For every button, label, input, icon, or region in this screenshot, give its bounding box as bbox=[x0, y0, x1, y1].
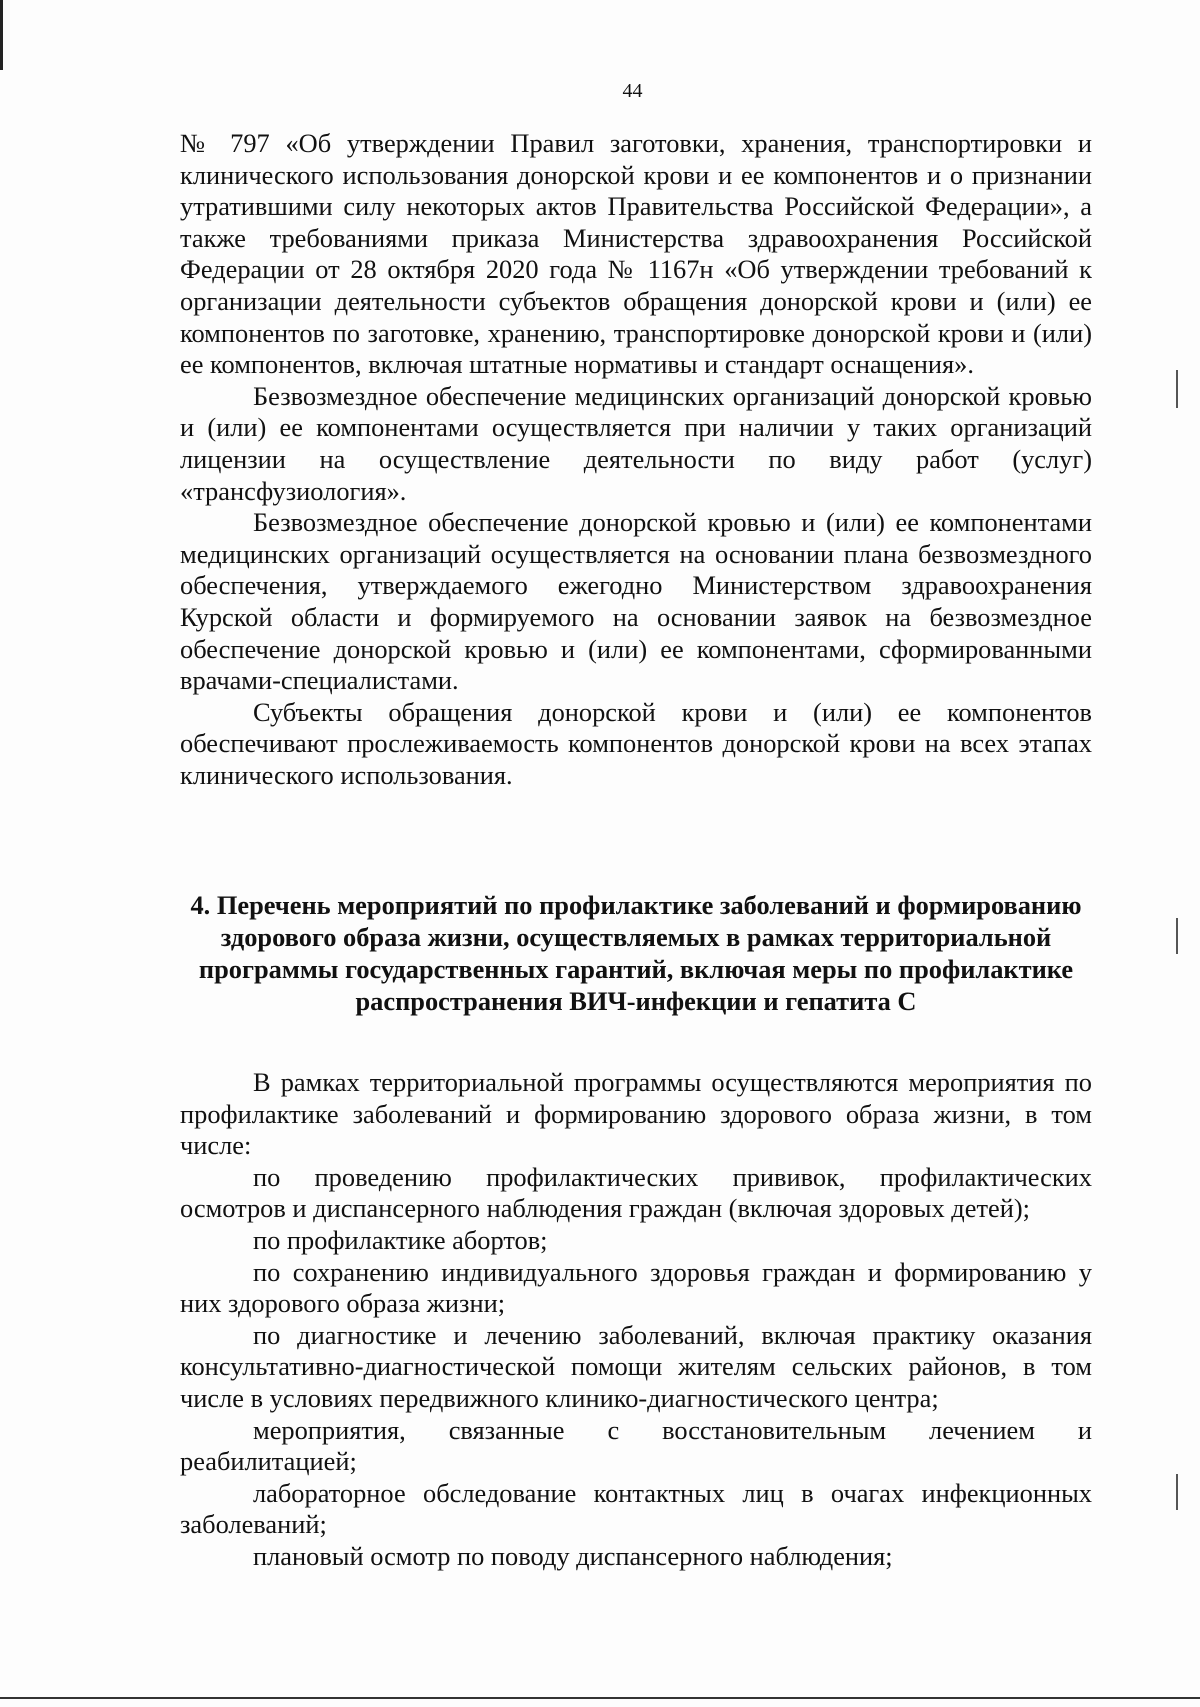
text-block-prevention bbox=[180, 1067, 1092, 1573]
list-item: по профилактике абортов; bbox=[253, 1224, 548, 1255]
scan-edge-mark bbox=[0, 0, 3, 70]
list-item: лабораторное обследование контактных лиц в очагах инфекционных заболеваний; bbox=[180, 1477, 1092, 1540]
paragraph: Субъекты обращения донорской крови и (или) ее компонентов обеспечивают прослеживаемость компонентов донорской крови на всех этапах клинического использования. bbox=[180, 696, 1092, 790]
paragraph: № 797 «Об утверждении Правил заготовки, хранения, транспортировки и клинического использования донорской крови и ее компонентов и о признании утратившими силу некоторых актов Правительства Российской Федерации», а также требованиями приказа Министерства здравоохранения Российской Федерации от 28 октября 2020 года № 1167н «Об утверждении требований к организации деятельности субъектов обращения донорской крови и (или) ее компонентов по заготовке, хранению, транспортировке донорской крови и (или) ее компонентов, включая штатные нормативы и стандарт оснащения». bbox=[180, 128, 1092, 380]
scan-artifact bbox=[1176, 1474, 1178, 1510]
list-item: по сохранению индивидуального здоровья граждан и формированию у них здорового образа жизни; bbox=[180, 1256, 1092, 1319]
paragraph: В рамках территориальной программы осуществляются мероприятия по профилактике заболеваний и формированию здорового образа жизни, в том числе: bbox=[180, 1067, 1092, 1161]
list-item: мероприятия, связанные с восстановительным лечением и реабилитацией; bbox=[180, 1414, 1092, 1477]
section-heading: 4. Перечень мероприятий по профилактике заболеваний и формированию здорового образа жизни, осуществляемых в рамках территориальной программы государственных гарантий, включая меры по профилактике распространения ВИЧ-инфекции и гепатита С bbox=[190, 890, 1082, 1016]
scan-artifact bbox=[1176, 918, 1178, 954]
list-item: по диагностике и лечению заболеваний, включая практику оказания консультативно-диагностической помощи жителям сельских районов, в том числе в условиях передвижного клинико-диагностического центра; bbox=[180, 1319, 1092, 1413]
paragraph: Безвозмездное обеспечение донорской кровью и (или) ее компонентами медицинских организаций осуществляется на основании плана безвозмездного обеспечения, утверждаемого ежегодно Министерством здравоохранения Курской области и формируемого на основании заявок на безвозмездное обеспечение донорской кровью и (или) ее компонентами, сформированными врачами-специалистами. bbox=[180, 507, 1092, 696]
list-item: по проведению профилактических прививок, профилактических осмотров и диспансерного наблюдения граждан (включая здоровых детей); bbox=[180, 1161, 1092, 1224]
scan-artifact bbox=[1176, 370, 1178, 408]
paragraph: Безвозмездное обеспечение медицинских организаций донорской кровью и (или) ее компонентами осуществляется при наличии у таких организаций лицензии на осуществление деятельности по виду работ (услуг) «трансфузиология». bbox=[180, 380, 1092, 506]
page-number: 44 bbox=[622, 80, 643, 102]
list-item: плановый осмотр по поводу диспансерного наблюдения; bbox=[253, 1540, 893, 1571]
text-block-blood-supply bbox=[180, 128, 1092, 791]
scan-bottom-edge bbox=[0, 1697, 1200, 1699]
